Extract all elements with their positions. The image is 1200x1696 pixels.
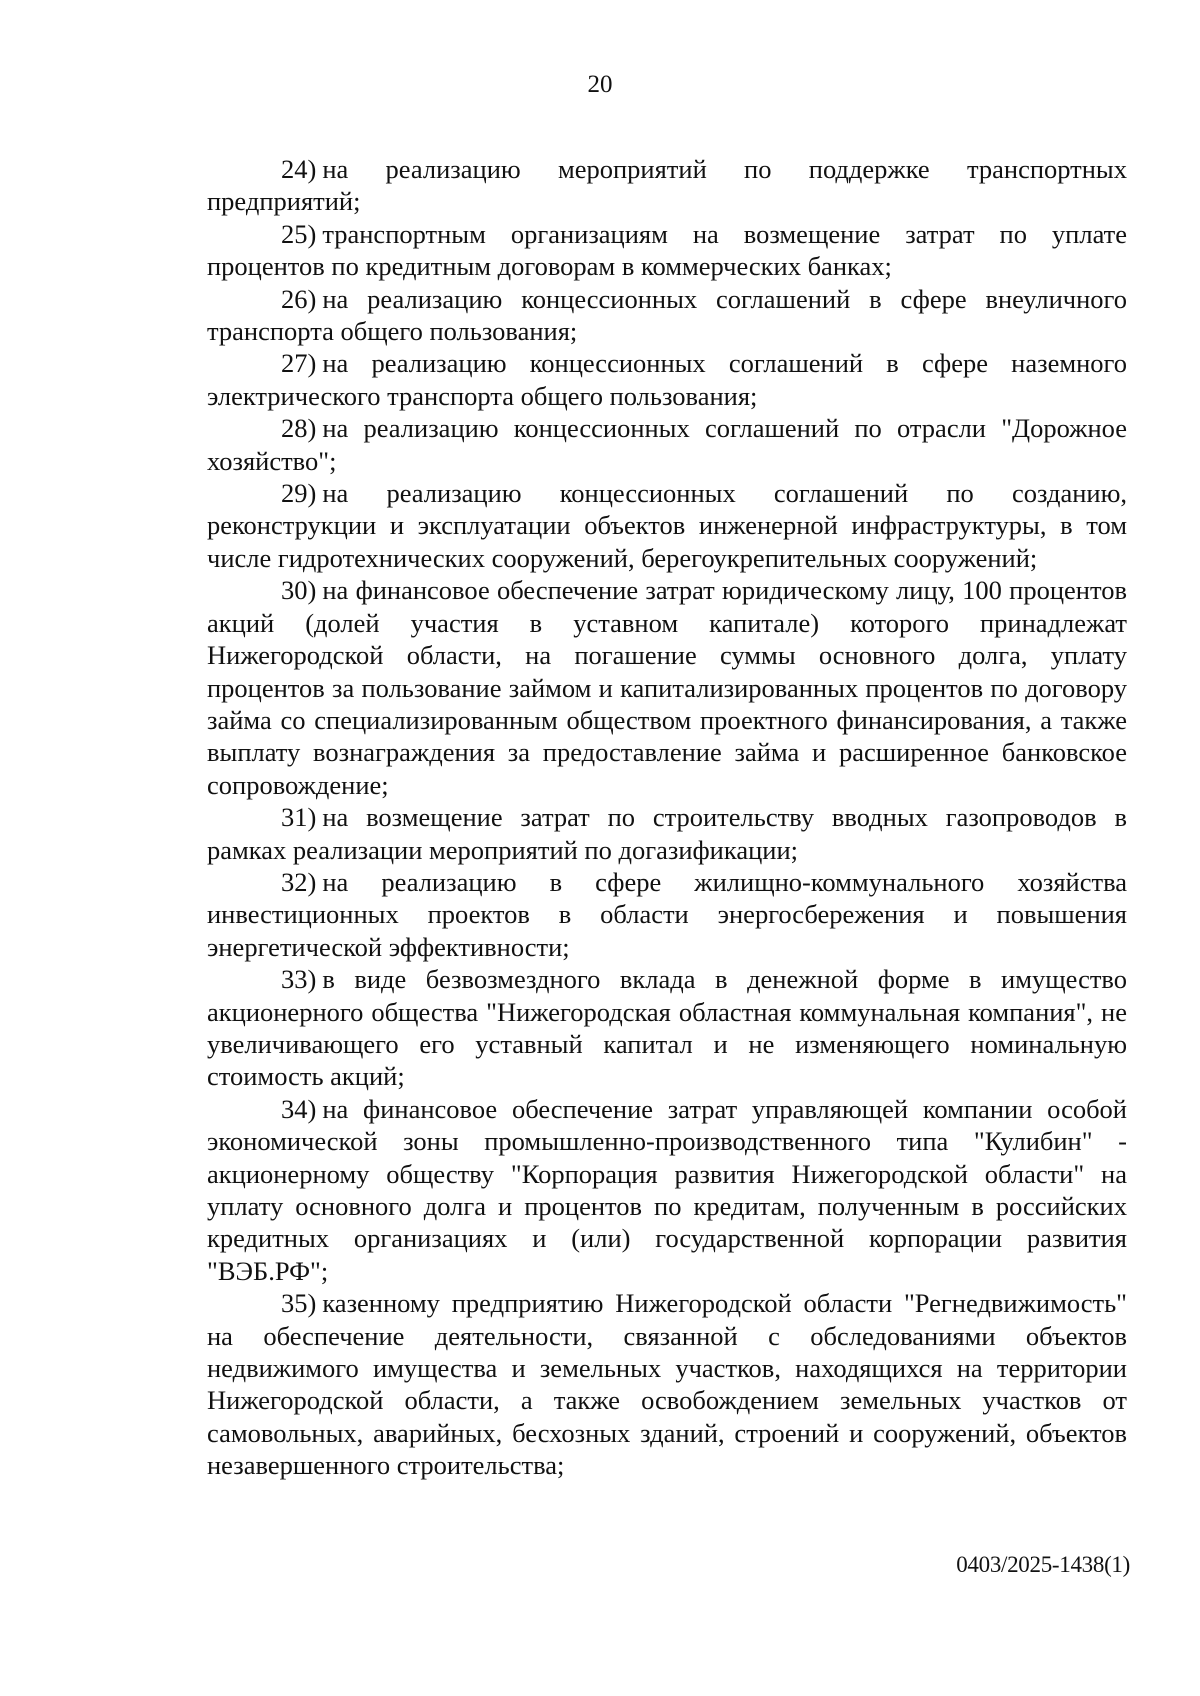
document-registration-code: 0403/2025-1438(1)	[956, 1552, 1130, 1577]
clause-number: 31)	[281, 802, 317, 833]
clause-number: 25)	[281, 218, 317, 249]
clause-28	[207, 412, 1127, 477]
clause-number: 29)	[281, 478, 317, 509]
clause-31	[207, 801, 1127, 866]
clause-number: 34)	[281, 1093, 317, 1124]
clause-text: на реализацию концессионных соглашений по созданию, реконструкции и эксплуатации объектов инженерной инфраструктуры, в том числе гидротехнических сооружений, берегоукрепительных сооружений;	[207, 478, 1127, 573]
clause-30	[207, 574, 1127, 801]
clause-33	[207, 963, 1127, 1093]
clause-text: на реализацию в сфере жилищно-коммунального хозяйства инвестиционных проектов в области энергосбережения и повышения энергетической эффективности;	[207, 866, 1127, 962]
clause-32	[207, 866, 1127, 963]
clause-number: 24)	[281, 154, 317, 184]
clause-text: транспортным организациям на возмещение затрат по уплате процентов по кредитным договорам в коммерческих банках;	[207, 218, 1127, 282]
clause-text: на реализацию концессионных соглашений в сфере внеуличного транспорта общего пользования;	[207, 283, 1127, 347]
page-number: 20	[587, 71, 613, 98]
clause-text: на финансовое обеспечение затрат юридическому лицу, 100 процентов акций (долей участия в уставном капитале) которого принадлежат Нижегородской области, на погашение суммы основного долга, уплату процентов за пользование займом и капитализированных процентов по договору займа со специализированным обществом проектного финансирования, а также выплату вознаграждения за предоставление займа и расширенное банковское сопровождение;	[207, 575, 1127, 800]
clause-27	[207, 347, 1127, 412]
clause-text: на финансовое обеспечение затрат управляющей компании особой экономической зоны промышленно-производственного типа "Кулибин" - акционерному обществу "Корпорация развития Нижегородской области" на уплату основного долга и процентов по кредитам, полученным в российских кредитных организациях и (или) государственной корпорации развития "ВЭБ.РФ";	[207, 1093, 1127, 1286]
clause-25	[207, 218, 1127, 283]
clause-number: 28)	[281, 413, 317, 444]
document-body	[207, 153, 1127, 1482]
clause-35	[207, 1287, 1127, 1481]
clause-number: 27)	[281, 348, 317, 379]
clause-number: 32)	[281, 866, 317, 897]
clause-number: 35)	[281, 1288, 317, 1319]
clause-34	[207, 1093, 1127, 1287]
clause-26	[207, 283, 1127, 348]
clause-text: на реализацию концессионных соглашений по отрасли "Дорожное хозяйство";	[207, 413, 1127, 476]
clause-24	[207, 153, 1127, 218]
clause-29	[207, 477, 1127, 574]
clause-text: в виде безвозмездного вклада в денежной форме в имущество акционерного общества "Нижегородская областная коммунальная компания", не увеличивающего его уставный капитал и не изменяющего номинальную стоимость акций;	[207, 964, 1127, 1092]
clause-text: на реализацию мероприятий по поддержке транспортных предприятий;	[207, 154, 1127, 217]
clause-text: казенному предприятию Нижегородской области "Регнедвижимость" на обеспечение деятельности, связанной с обследованиями объектов недвижимого имущества и земельных участков, находящихся на территории Нижегородской области, а также освобождением земельных участков от самовольных, аварийных, бесхозных зданий, строений и сооружений, объектов незавершенного строительства;	[207, 1288, 1127, 1481]
clause-text: на возмещение затрат по строительству вводных газопроводов в рамках реализации мероприятий по догазификации;	[207, 802, 1127, 865]
clause-text: на реализацию концессионных соглашений в сфере наземного электрического транспорта общего пользования;	[207, 348, 1127, 411]
clause-number: 30)	[281, 575, 317, 606]
clause-number: 33)	[281, 964, 317, 995]
clause-number: 26)	[281, 283, 317, 314]
